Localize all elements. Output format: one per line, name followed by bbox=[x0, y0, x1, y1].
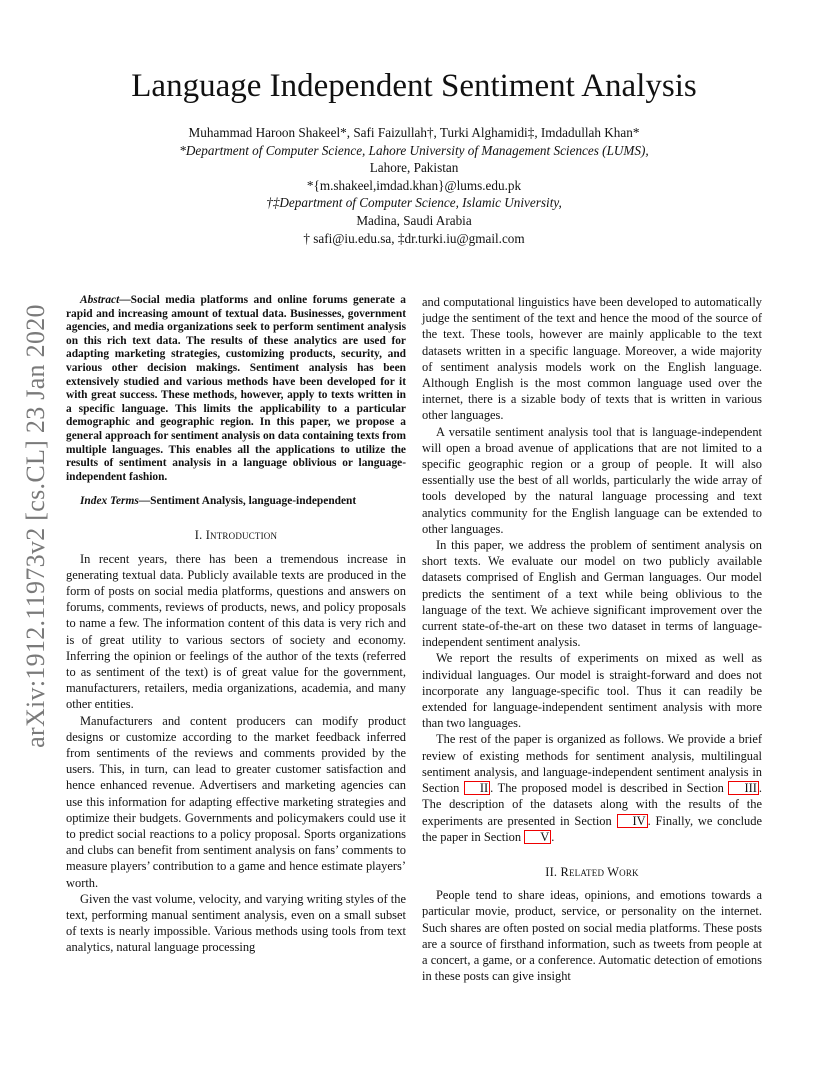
paper-title: Language Independent Sentiment Analysis bbox=[131, 68, 697, 104]
email-1: *{m.shakeel,imdad.khan}@lums.edu.pk bbox=[306, 177, 522, 193]
section-link-iii[interactable]: III bbox=[728, 781, 758, 795]
text-run: . bbox=[551, 829, 555, 844]
left-column bbox=[66, 294, 406, 956]
arxiv-id: arXiv:1912.11973v2 [cs.CL] 23 Jan 2020 bbox=[21, 304, 50, 748]
section-number: I. bbox=[194, 528, 206, 543]
text-run: . The description of the datasets along with the results of the experiments are presented in Section bbox=[422, 781, 762, 828]
section-number: II. bbox=[545, 864, 561, 879]
section-link-v[interactable]: V bbox=[524, 830, 551, 844]
email-2: † safi@iu.edu.sa, ‡dr.turki.iu@gmail.com bbox=[303, 230, 525, 246]
index-terms-text: —Sentiment Analysis, language-independent bbox=[138, 495, 357, 508]
affiliation-1-city: Lahore, Pakistan bbox=[369, 160, 459, 176]
authors-line: Muhammad Haroon Shakeel*, Safi Faizullah†, Turki Alghamidi‡, Imdadullah Khan* bbox=[188, 125, 640, 140]
abstract-lead: Abstract bbox=[80, 294, 120, 306]
section-link-ii[interactable]: II bbox=[464, 781, 490, 795]
affiliation-1: *Department of Computer Science, Lahore University of Management Sciences (LUMS), bbox=[179, 142, 649, 158]
section-heading-introduction bbox=[66, 527, 406, 543]
paragraph: In this paper, we address the problem of sentiment analysis on short texts. We evaluate our model on two publicly available datasets comprised of English and German languages. Our model predicts the sentiment of a text while being oblivious to the language of the text. We achieve significant improvement over the current state-of-the-art on these two dataset in terms of language-independent sentiment analysis. bbox=[422, 538, 762, 650]
paragraph: Manufacturers and content producers can modify product designs or customize according to the market feedback inferred from sentiments of the reviews and comments provided by the users. This, in turn, can lead to greater customer satisfaction and hence enhanced revenue. Advertisers and marketing agencies can use this information for adapting effective marketing strategies and optimize their budgets. Governments and policymakers could use it to predict social reactions to a policy proposal. Sports organizations and clubs can benefit from sentiment analysis on fans’ comments to measure players’ contribution to a game and hence estimate players’ worth. bbox=[66, 713, 406, 890]
affiliation-2-city: Madina, Saudi Arabia bbox=[356, 212, 472, 228]
section-link-iv[interactable]: IV bbox=[617, 814, 648, 828]
section-title: Related Work bbox=[560, 864, 639, 879]
paragraph: A versatile sentiment analysis tool that is language-independent will open a broad avenue of applications that are not limited to a specific geographic region or a group of people. It will also essentially use the best of all worlds, particularly the wide array of tools developed by the natural language processing and text analytics community for the English language can be extended to other languages. bbox=[422, 424, 762, 536]
text-run: . Finally, we conclude the paper in Section bbox=[422, 813, 763, 844]
paragraph: and computational linguistics have been developed to automatically judge the sentiment of the text and hence the mood of the source of the text. These tools, however are mainly applicable to the text datasets written in a specific language. Moreover, a wide majority of sentiment analysis models work on the English language. Although English is the most common language used over the internet, there is a sizable body of texts that is written in various other languages. bbox=[422, 295, 762, 423]
abstract-text: —Social media platforms and online forums generate a rapid and increasing amount of textual data. Businesses, government agencies, and media organizations seek to perform sentiment analysis on this rich text data. The results of these analytics are used for adapting marketing strategies, customizing products, security, and various other decision makings. Sentiment analysis has been extensively studied and various methods have been developed for it with great success. These methods, however, apply to texts written in a specific language. This limits the applicability to a particular demographic and geographic region. In this paper, we propose a general approach for sentiment analysis on data containing texts from multiple languages. This enables all the applications to utilize the results of sentiment analysis in a language oblivious or language-independent fashion. bbox=[66, 294, 406, 483]
paragraph: People tend to share ideas, opinions, and emotions towards a particular movie, product, service, or personality on the internet. Such shares are often posted on social media platforms. These posts are a source of firsthand information, such as tweets from people at a concert, a game, or a conference. Automatic detection of emotions in these posts can give insight bbox=[422, 888, 762, 984]
section-title: Introduction bbox=[205, 528, 278, 543]
index-terms-lead: Index Terms bbox=[80, 495, 139, 508]
paragraph: In recent years, there has been a tremendous increase in generating textual data. Publicly available texts are produced in the form of posts on social media platforms, questions and answers on forums, comments, reviews of products, news, and policy proposals to name a few. The information content of this data is very rich and is of great utility to various sectors of society and economy. Inferring the opinion or feelings of the author of the texts (referred to as sentiment of the text) is of great value for the government, manufacturers, retailers, media organizations, academia, and many other entities. bbox=[66, 551, 406, 712]
abstract bbox=[66, 294, 406, 484]
paragraph: Given the vast volume, velocity, and varying writing styles of the text, performing manual sentiment analysis, even on a small subset of texts is nearly impossible. Various methods using tools from text analytics, natural language processing bbox=[66, 891, 406, 955]
paragraph bbox=[422, 731, 762, 844]
text-run: . The proposed model is described in Section bbox=[490, 781, 729, 796]
author-block bbox=[0, 124, 828, 247]
text-run: The rest of the paper is organized as follows. We provide a brief review of existing methods for sentiment analysis, multilingual sentiment analysis, and language-independent sentiment analysis in Section bbox=[422, 732, 762, 796]
section-heading-related-work bbox=[422, 864, 762, 880]
affiliation-2: †‡Department of Computer Science, Islamic University, bbox=[266, 195, 562, 211]
index-terms bbox=[66, 494, 406, 508]
arxiv-stamp bbox=[23, 294, 49, 758]
right-column bbox=[422, 294, 762, 984]
paragraph: We report the results of experiments on mixed as well as individual languages. Our model is straight-forward and does not incorporate any language-specific tool. Thus it can readily be extended for language-independent sentiment analysis with more than two languages. bbox=[422, 651, 762, 731]
